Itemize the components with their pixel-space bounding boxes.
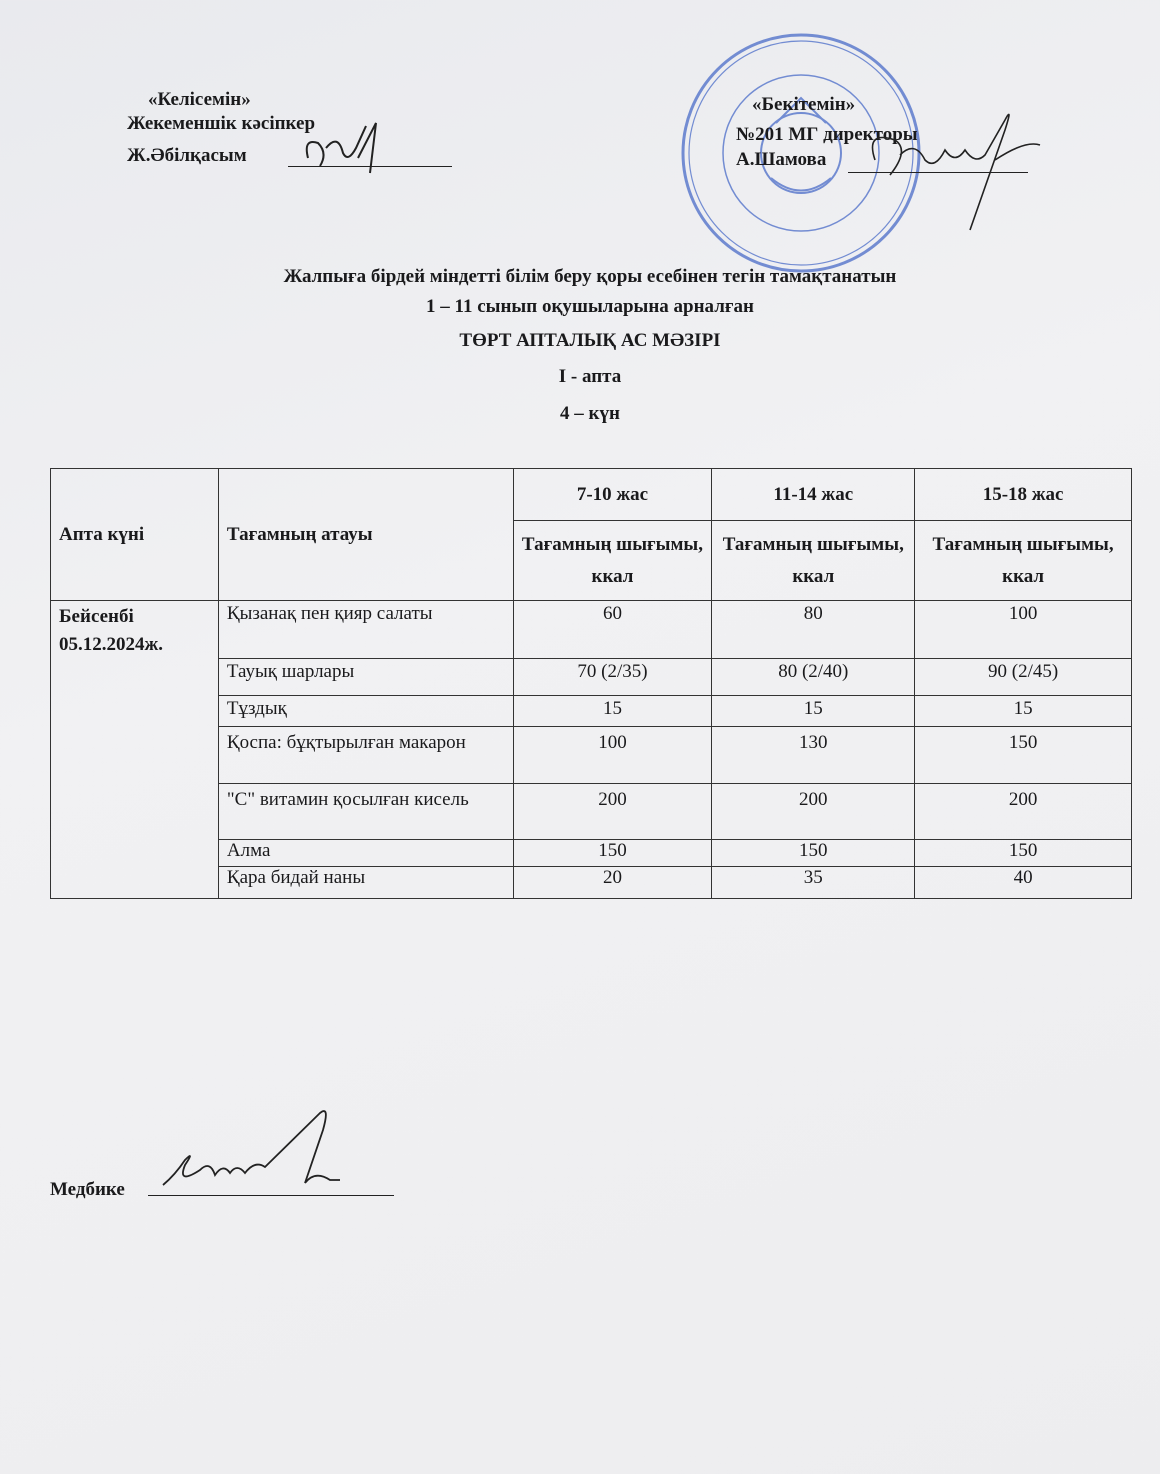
value-7-10: 60: [513, 601, 712, 659]
value-11-14: 150: [712, 840, 915, 867]
value-11-14: 15: [712, 696, 915, 727]
dish-name: Қоспа: бұқтырылған макарон: [218, 727, 513, 784]
signature-right: [855, 100, 1045, 240]
value-11-14: 80: [712, 601, 915, 659]
approval-left-role: Жекеменшік кәсіпкер: [127, 113, 316, 134]
approval-right-title: «Бекітемін»: [752, 94, 856, 115]
value-7-10: 15: [513, 696, 712, 727]
value-15-18: 150: [915, 840, 1132, 867]
dish-name: "С" витамин қосылған кисель: [218, 784, 513, 840]
approval-left-title: «Келісемін»: [148, 89, 251, 110]
value-7-10: 70 (2/35): [513, 659, 712, 696]
header-age-7-10: 7-10 жас: [513, 469, 712, 521]
value-11-14: 200: [712, 784, 915, 840]
subheader-yield: Тағамның шығымы, ккал: [915, 521, 1132, 601]
header-age-15-18: 15-18 жас: [915, 469, 1132, 521]
dish-name: Тұздық: [218, 696, 513, 727]
subheader-yield: Тағамның шығымы, ккал: [712, 521, 915, 601]
approval-left-name: Ж.Әбілқасым: [127, 145, 247, 166]
heading-line2: 1 – 11 сынып оқушыларына арналған: [426, 296, 754, 317]
value-7-10: 150: [513, 840, 712, 867]
day-name: Бейсенбі: [59, 606, 134, 627]
value-11-14: 80 (2/40): [712, 659, 915, 696]
value-15-18: 200: [915, 784, 1132, 840]
approval-right-role: №201 МГ директоры: [736, 124, 918, 145]
value-7-10: 200: [513, 784, 712, 840]
heading-day: 4 – күн: [560, 403, 620, 424]
value-7-10: 100: [513, 727, 712, 784]
header-dish-name: Тағамның атауы: [218, 469, 513, 601]
dish-name: Қызанақ пен қияр салаты: [218, 601, 513, 659]
signature-left: [298, 118, 388, 178]
header-age-11-14: 11-14 жас: [712, 469, 915, 521]
dish-name: Қара бидай наны: [218, 867, 513, 899]
dish-name: Тауық шарлары: [218, 659, 513, 696]
heading-line1: Жалпыға бірдей міндетті білім беру қоры есебінен тегін тамақтанатын: [283, 266, 897, 287]
value-15-18: 90 (2/45): [915, 659, 1132, 696]
day-date: 05.12.2024ж.: [59, 634, 164, 655]
value-11-14: 35: [712, 867, 915, 899]
value-15-18: 15: [915, 696, 1132, 727]
menu-table: [50, 468, 1132, 899]
value-7-10: 20: [513, 867, 712, 899]
table-row: [51, 601, 1132, 659]
value-15-18: 40: [915, 867, 1132, 899]
header-day: Апта күні: [51, 469, 219, 601]
approval-right-name: А.Шамова: [736, 149, 827, 170]
value-15-18: 150: [915, 727, 1132, 784]
value-15-18: 100: [915, 601, 1132, 659]
value-11-14: 130: [712, 727, 915, 784]
subheader-yield: Тағамның шығымы, ккал: [513, 521, 712, 601]
signature-nurse: [155, 1105, 345, 1200]
heading-title: ТӨРТ АПТАЛЫҚ АС МӘЗІРІ: [459, 330, 721, 351]
heading-week: І - апта: [558, 366, 622, 387]
nurse-label: Медбике: [50, 1179, 125, 1200]
dish-name: Алма: [218, 840, 513, 867]
day-cell: [51, 601, 219, 899]
